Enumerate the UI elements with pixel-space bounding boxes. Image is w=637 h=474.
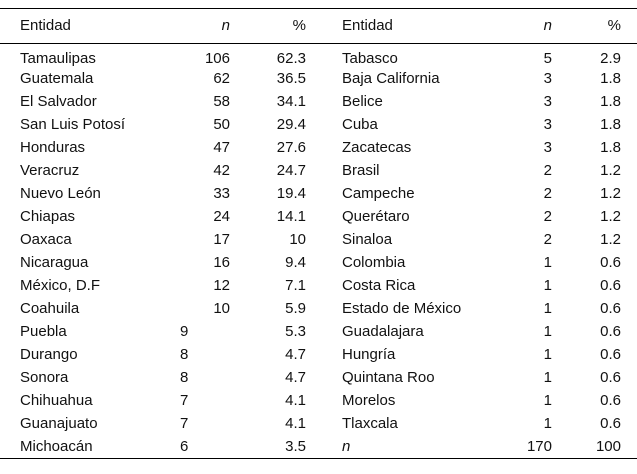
entity-left-cell: El Salvador: [20, 92, 97, 110]
pct-left-cell: 3.5: [285, 437, 306, 455]
pct-right-cell: 1.2: [600, 207, 621, 225]
entity-right-cell: Estado de México: [342, 299, 462, 317]
pct-left-cell: 5.9: [285, 299, 306, 317]
pct-left-cell: 4.1: [285, 414, 306, 432]
pct-right-cell: 0.6: [600, 253, 621, 271]
table-row: [0, 274, 637, 297]
table-row: [0, 435, 637, 458]
table-row: [0, 320, 637, 343]
row-spacer: [621, 251, 637, 274]
table-row: [0, 159, 637, 182]
pct-right-cell: 1.8: [600, 138, 621, 156]
entity-left-cell: Chiapas: [20, 207, 76, 225]
entity-left-cell: Puebla: [20, 322, 67, 340]
n-right-cell: 1: [543, 253, 552, 271]
entity-left-cell: Durango: [20, 345, 78, 363]
n-left-cell: 8: [180, 368, 189, 386]
pct-right-cell: 2.9: [600, 49, 621, 67]
pct-right-cell: 0.6: [600, 345, 621, 363]
table-row: [0, 67, 637, 90]
table-body: [0, 43, 637, 458]
entity-left-cell: Guatemala: [20, 69, 94, 87]
pct-right-cell: 1.2: [600, 161, 621, 179]
entity-frequency-table: [0, 9, 637, 458]
n-right-cell: 3: [543, 138, 552, 156]
n-right-cell: 1: [543, 276, 552, 294]
n-right-cell: 1: [543, 299, 552, 317]
n-left-cell: 62: [213, 69, 230, 87]
row-spacer: [621, 159, 637, 182]
table-row: [0, 90, 637, 113]
entity-left-cell: México, D.F: [20, 276, 101, 294]
entity-right-cell: Quintana Roo: [342, 368, 435, 386]
n-left-cell: 17: [213, 230, 230, 248]
entity-right-cell: Brasil: [342, 161, 380, 179]
table-row: [0, 43, 637, 67]
pct-right-cell: 1.8: [600, 92, 621, 110]
row-spacer: [621, 412, 637, 435]
pct-right-cell: 0.6: [600, 414, 621, 432]
entity-right-cell: Zacatecas: [342, 138, 412, 156]
entity-left-cell: Chihuahua: [20, 391, 93, 409]
table-row: [0, 297, 637, 320]
pct-left-cell: 24.7: [276, 161, 306, 179]
entity-right-cell: Sinaloa: [342, 230, 393, 248]
pct-left-cell: 4.1: [285, 391, 306, 409]
pct-right-cell: 100: [595, 437, 621, 455]
entity-right-cell: Cuba: [342, 115, 378, 133]
row-spacer: [621, 67, 637, 90]
entity-right-cell: Morelos: [342, 391, 396, 409]
row-spacer: [621, 274, 637, 297]
entity-right-cell: Baja California: [342, 69, 440, 87]
table-row: [0, 182, 637, 205]
pct-right-cell: 0.6: [600, 391, 621, 409]
data-table-wrapper: [0, 8, 637, 459]
row-spacer: [621, 228, 637, 251]
n-left-cell: 6: [180, 437, 189, 455]
pct-left-cell: 4.7: [285, 368, 306, 386]
n-right-cell: 3: [543, 115, 552, 133]
n-right-cell: 1: [543, 345, 552, 363]
entity-left-cell: Coahuila: [20, 299, 80, 317]
header-pct-left: %: [230, 9, 306, 43]
n-left-cell: 42: [213, 161, 230, 179]
n-right-cell: 2: [543, 184, 552, 202]
pct-left-cell: 7.1: [285, 276, 306, 294]
entity-right-cell: Colombia: [342, 253, 406, 271]
n-right-cell: 1: [543, 322, 552, 340]
row-spacer: [621, 113, 637, 136]
row-spacer: [621, 205, 637, 228]
table-row: [0, 343, 637, 366]
entity-left-cell: Oaxaca: [20, 230, 72, 248]
n-left-cell: 24: [213, 207, 230, 225]
header-n-left: n: [170, 9, 230, 43]
table-row: [0, 251, 637, 274]
n-right-cell: 3: [543, 69, 552, 87]
pct-left-cell: 14.1: [276, 207, 306, 225]
pct-left-cell: 5.3: [285, 322, 306, 340]
entity-left-cell: Nuevo León: [20, 184, 101, 202]
n-left-cell: 50: [213, 115, 230, 133]
entity-right-cell: Tlaxcala: [342, 414, 398, 432]
n-right-cell: 1: [543, 414, 552, 432]
row-spacer: [621, 136, 637, 159]
entity-left-cell: Guanajuato: [20, 414, 98, 432]
pct-right-cell: 0.6: [600, 276, 621, 294]
row-spacer: [621, 320, 637, 343]
header-entity-right: Entidad: [306, 9, 514, 43]
n-right-cell: 2: [543, 161, 552, 179]
row-spacer: [621, 90, 637, 113]
n-right-cell: 2: [543, 207, 552, 225]
table-row: [0, 389, 637, 412]
pct-right-cell: 0.6: [600, 299, 621, 317]
pct-right-cell: 1.8: [600, 69, 621, 87]
header-n-right: n: [514, 9, 552, 43]
entity-left-cell: Nicaragua: [20, 253, 89, 271]
n-left-cell: 106: [204, 49, 230, 67]
n-left-cell: 47: [213, 138, 230, 156]
n-left-cell: 8: [180, 345, 189, 363]
table-row: [0, 136, 637, 159]
pct-right-cell: 1.2: [600, 184, 621, 202]
row-spacer: [621, 297, 637, 320]
table-row: [0, 228, 637, 251]
table-row: [0, 366, 637, 389]
pct-left-cell: 27.6: [276, 138, 306, 156]
row-spacer: [621, 389, 637, 412]
n-right-cell: 3: [543, 92, 552, 110]
entity-left-cell: San Luis Potosí: [20, 115, 126, 133]
table-row: [0, 412, 637, 435]
pct-left-cell: 62.3: [276, 49, 306, 67]
table-row: [0, 205, 637, 228]
row-spacer: [621, 343, 637, 366]
entity-left-cell: Michoacán: [20, 437, 93, 455]
entity-left-cell: Veracruz: [20, 161, 80, 179]
n-right-cell: 1: [543, 368, 552, 386]
entity-right-cell: Guadalajara: [342, 322, 424, 340]
header-spacer: [621, 9, 637, 43]
row-spacer: [621, 435, 637, 458]
n-right-cell: 2: [543, 230, 552, 248]
pct-left-cell: 9.4: [285, 253, 306, 271]
pct-left-cell: 29.4: [276, 115, 306, 133]
pct-left-cell: 36.5: [276, 69, 306, 87]
pct-right-cell: 0.6: [600, 322, 621, 340]
entity-right-cell: Belice: [342, 92, 383, 110]
entity-right-cell: Tabasco: [342, 49, 398, 67]
n-left-cell: 9: [180, 322, 189, 340]
n-right-cell: 1: [543, 391, 552, 409]
table-row: [0, 113, 637, 136]
n-left-cell: 33: [213, 184, 230, 202]
n-right-cell: 170: [526, 437, 552, 455]
entity-right-cell: Hungría: [342, 345, 396, 363]
pct-left-cell: 4.7: [285, 345, 306, 363]
pct-right-cell: 0.6: [600, 368, 621, 386]
table-header-row: [0, 9, 637, 43]
row-spacer: [621, 366, 637, 389]
entity-right-cell: n: [342, 437, 351, 455]
pct-left-cell: 10: [289, 230, 306, 248]
n-left-cell: 12: [213, 276, 230, 294]
n-left-cell: 7: [180, 391, 189, 409]
entity-right-cell: Querétaro: [342, 207, 410, 225]
entity-left-cell: Tamaulipas: [20, 49, 96, 67]
entity-left-cell: Honduras: [20, 138, 86, 156]
pct-left-cell: 34.1: [276, 92, 306, 110]
pct-right-cell: 1.2: [600, 230, 621, 248]
n-left-cell: 7: [180, 414, 189, 432]
n-left-cell: 58: [213, 92, 230, 110]
n-left-cell: 10: [213, 299, 230, 317]
entity-left-cell: Sonora: [20, 368, 69, 386]
header-pct-right: %: [552, 9, 621, 43]
row-spacer: [621, 182, 637, 205]
entity-right-cell: Campeche: [342, 184, 415, 202]
row-spacer: [621, 43, 637, 67]
n-left-cell: 16: [213, 253, 230, 271]
pct-right-cell: 1.8: [600, 115, 621, 133]
header-entity-left: Entidad: [0, 9, 170, 43]
n-right-cell: 5: [543, 49, 552, 67]
pct-left-cell: 19.4: [276, 184, 306, 202]
entity-right-cell: Costa Rica: [342, 276, 416, 294]
